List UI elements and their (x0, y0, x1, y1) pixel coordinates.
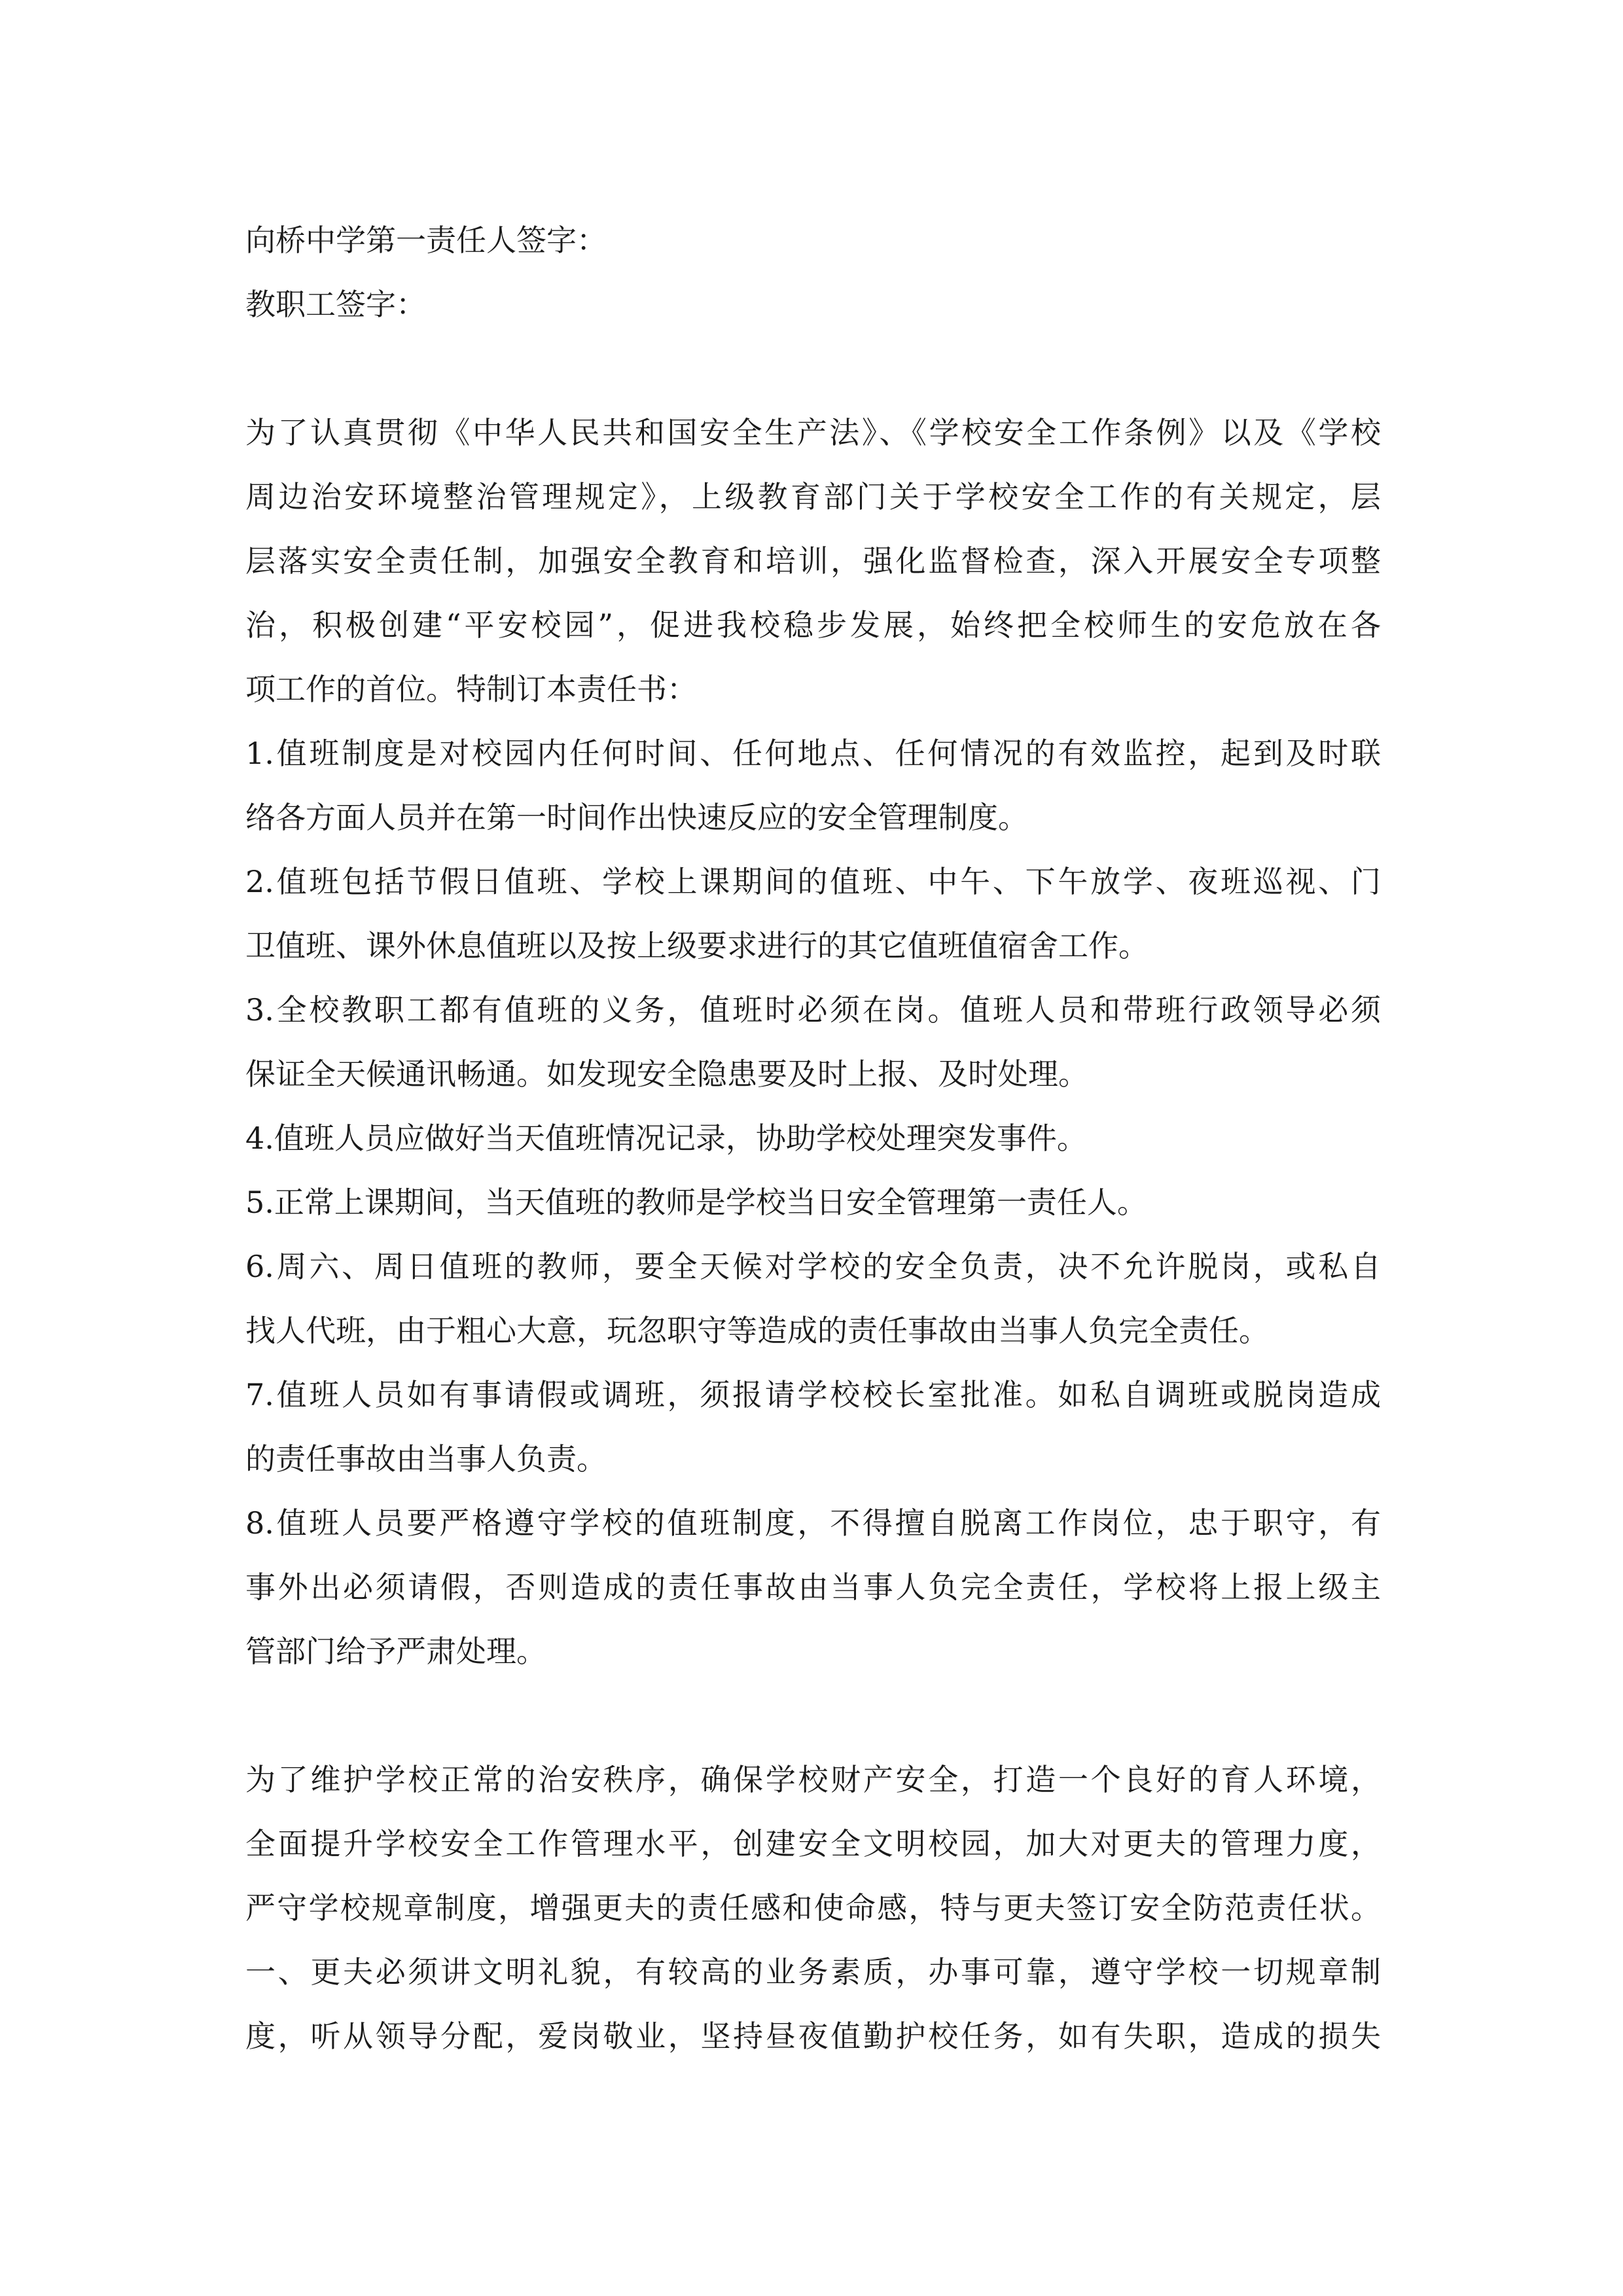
rule-line: 2.值班包括节假日值班、学校上课期间的值班、中午、下午放学、夜班巡视、门 (245, 864, 1381, 899)
section-gap (245, 336, 1381, 401)
rule-line: 5.正常上课期间，当天值班的教师是学校当日安全管理第一责任人。 (245, 1185, 1147, 1220)
paragraph-line: 为了认真贯彻《中华人民共和国安全生产法》、《学校安全工作条例》以及《学校 (245, 415, 1381, 450)
rule-line: 络各方面人员并在第一时间作出快速反应的安全管理制度。 (245, 800, 1028, 835)
rule-line: 8.值班人员要严格遵守学校的值班制度，不得擅自脱离工作岗位，忠于职守，有 (245, 1505, 1381, 1541)
rule-line: 保证全天候通讯畅通。如发现安全隐患要及时上报、及时处理。 (245, 1056, 1088, 1092)
section1-rules (245, 721, 1381, 1683)
section1-intro (245, 401, 1381, 721)
paragraph-line: 周边治安环境整治管理规定》，上级教育部门关于学校安全工作的有关规定，层 (245, 479, 1381, 514)
rule-line: 7.值班人员如有事请假或调班，须报请学校校长室批准。如私自调班或脱岗造成 (245, 1377, 1381, 1412)
paragraph-line: 项工作的首位。特制订本责任书： (245, 672, 697, 707)
paragraph-line: 度，听从领导分配，爱岗敬业，坚持昼夜值勤护校任务，如有失职，造成的损失 (245, 2018, 1381, 2054)
paragraph-line: 严守学校规章制度，增强更夫的责任感和使命感，特与更夫签订安全防范责任状。 (245, 1890, 1381, 1926)
staff-signature-line: 教职工签字： (245, 287, 426, 322)
rule-line: 6.周六、周日值班的教师，要全天候对学校的安全负责，决不允许脱岗，或私自 (245, 1249, 1381, 1284)
paragraph-line: 层落实安全责任制，加强安全教育和培训，强化监督检查，深入开展安全专项整 (245, 543, 1381, 579)
section2-intro (245, 1748, 1381, 2068)
section-gap (245, 1683, 1381, 1748)
rule-line: 卫值班、课外休息值班以及按上级要求进行的其它值班值宿舍工作。 (245, 928, 1149, 963)
document-page (245, 208, 1381, 2068)
rule-line: 1.值班制度是对校园内任何时间、任何地点、任何情况的有效监控，起到及时联 (245, 736, 1381, 771)
rule-line: 的责任事故由当事人负责。 (245, 1441, 607, 1477)
first-responsible-signature-line: 向桥中学第一责任人签字： (245, 223, 607, 258)
rule-line: 找人代班，由于粗心大意，玩忽职守等造成的责任事故由当事人负完全责任。 (245, 1313, 1269, 1348)
rule-line: 事外出必须请假，否则造成的责任事故由当事人负完全责任，学校将上报上级主 (245, 1570, 1381, 1605)
paragraph-line: 治，积极创建“平安校园”，促进我校稳步发展，始终把全校师生的安危放在各 (245, 607, 1381, 643)
rule-line: 管部门给予严肃处理。 (245, 1634, 546, 1669)
paragraph-line: 全面提升学校安全工作管理水平，创建安全文明校园，加大对更夫的管理力度， (245, 1826, 1381, 1861)
paragraph-line: 一、更夫必须讲文明礼貌，有较高的业务素质，办事可靠，遵守学校一切规章制 (245, 1954, 1381, 1990)
rule-line: 3.全校教职工都有值班的义务，值班时必须在岗。值班人员和带班行政领导必须 (245, 992, 1381, 1028)
paragraph-line: 为了维护学校正常的治安秩序，确保学校财产安全，打造一个良好的育人环境， (245, 1762, 1381, 1797)
rule-line: 4.值班人员应做好当天值班情况记录，协助学校处理突发事件。 (245, 1121, 1087, 1156)
